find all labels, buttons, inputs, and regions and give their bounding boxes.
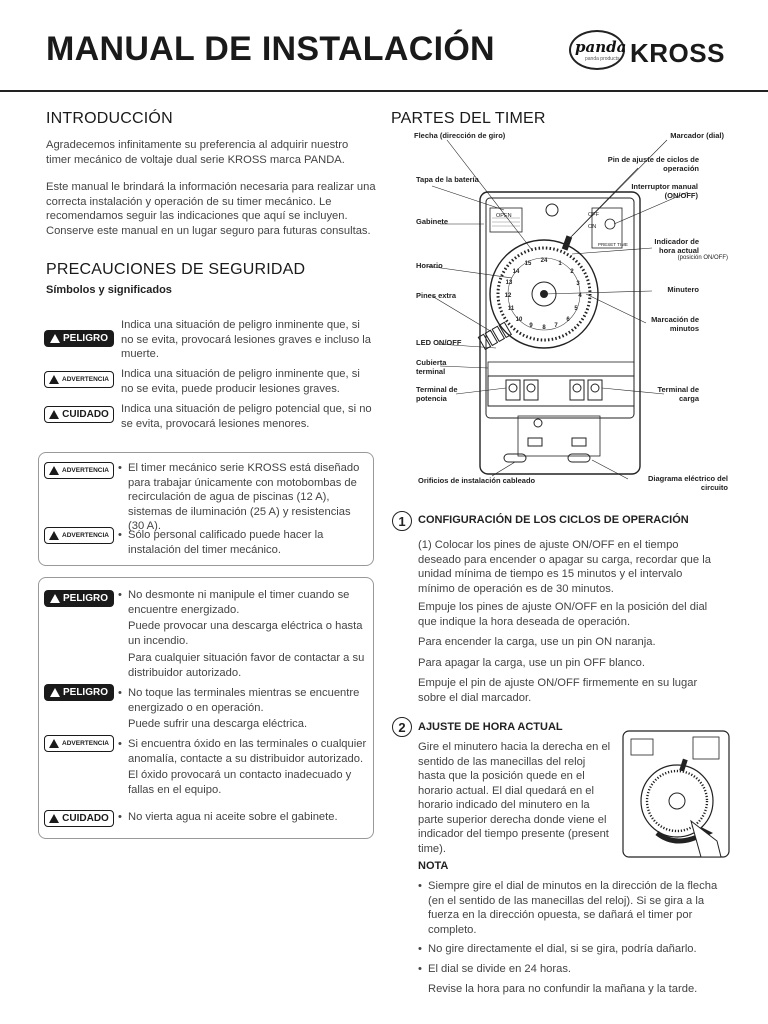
cuidado-badge: CUIDADO bbox=[44, 810, 114, 827]
svg-text:6: 6 bbox=[566, 317, 570, 323]
peligro-description: Indica una situación de peligro inminente que, si no se evita, provocará lesiones graves e incluso la muerte. bbox=[121, 319, 371, 360]
label-pines-extra: Pines extra bbox=[416, 291, 457, 300]
label-gabinete: Gabinete bbox=[416, 217, 449, 226]
label-tapa-bateria: Tapa de la batería bbox=[416, 175, 479, 184]
warning-triangle-icon bbox=[50, 594, 60, 603]
off-label: OFF bbox=[588, 212, 599, 218]
warning-item: • No desmonte ni manipule el timer cuando se encuentre energizado. bbox=[118, 589, 350, 616]
svg-text:11: 11 bbox=[507, 306, 515, 312]
advertencia-badge: ADVERTENCIA bbox=[44, 527, 114, 544]
label-led: LED ON/OFF bbox=[416, 338, 462, 347]
preset-label: PRESET TIME bbox=[598, 242, 628, 247]
parts-heading: PARTES DEL TIMER bbox=[391, 110, 546, 127]
kross-logo: KROSS bbox=[630, 38, 725, 68]
warning-triangle-icon bbox=[49, 375, 59, 384]
warning-triangle-icon bbox=[49, 410, 59, 419]
advertencia-badge: ADVERTENCIA bbox=[44, 735, 114, 752]
page-header bbox=[0, 0, 768, 92]
label-orificios: Orificios de instalación cableado bbox=[418, 476, 536, 485]
warning-item-detail: Puede provocar una descarga eléctrica o hasta un incendio. bbox=[128, 620, 363, 647]
intro-heading: INTRODUCCIÓN bbox=[46, 110, 173, 127]
warning-triangle-icon bbox=[49, 466, 59, 475]
timer-diagram bbox=[392, 126, 732, 498]
cuidado-description: Indica una situación de peligro potencial que, si no se evita, provocará lesiones menores. bbox=[121, 403, 372, 430]
svg-text:15: 15 bbox=[524, 261, 532, 267]
note-item: • No gire directamente el dial, si se gira, podría dañarlo. bbox=[418, 943, 697, 955]
svg-text:12: 12 bbox=[504, 293, 512, 299]
step-1-number: 1 bbox=[392, 511, 412, 531]
label-indicador: Indicador de hora actual bbox=[654, 237, 699, 255]
cuidado-badge: CUIDADO bbox=[44, 406, 114, 423]
advertencia-badge: ADVERTENCIA bbox=[44, 371, 114, 388]
warning-triangle-icon bbox=[49, 814, 59, 823]
label-cubierta: Cubierta terminal bbox=[416, 358, 447, 376]
step-1-paragraph-5: Empuje el pin de ajuste ON/OFF firmemente en su lugar sobre el dial marcador. bbox=[418, 677, 698, 704]
label-interruptor: Interruptor manual (ON/OFF) bbox=[631, 182, 698, 200]
advertencia-description: Indica una situación de peligro inminente que, si no se evita, puede producir lesiones graves. bbox=[121, 368, 360, 395]
label-terminal-potencia: Terminal de potencia bbox=[416, 385, 458, 403]
svg-text:5: 5 bbox=[574, 306, 578, 312]
panda-logo-subtext: panda products bbox=[585, 56, 620, 62]
step-1-paragraph-4: Para apagar la carga, use un pin OFF blanco. bbox=[418, 657, 645, 669]
svg-text:24: 24 bbox=[540, 258, 548, 264]
svg-text:7: 7 bbox=[554, 323, 558, 329]
label-marcacion: Marcación de minutos bbox=[651, 315, 699, 333]
label-indicador-sub: (posición ON/OFF) bbox=[677, 255, 728, 261]
step-1-paragraph-2: Empuje los pines de ajuste ON/OFF en la posición del dial que indique la hora deseada de operación. bbox=[418, 601, 708, 628]
warning-triangle-icon bbox=[49, 531, 59, 540]
svg-text:4: 4 bbox=[578, 293, 582, 299]
warning-item: • El timer mecánico serie KROSS está diseñado para trabajar únicamente con motobombas de recirculación de agua de piscinas (12 A), sistemas de iluminación (25 A) y resistencias (30 A). bbox=[118, 462, 360, 532]
note-item-detail: Revise la hora para no confundir la mañana y la tarde. bbox=[428, 983, 698, 995]
note-item: • Siempre gire el dial de minutos en la dirección de la flecha (en el sentido de las manecillas del reloj). Si se gira a la fuerza en la dirección opuesta, se dañará el timer por completo. bbox=[418, 880, 718, 936]
peligro-badge: PELIGRO bbox=[44, 330, 114, 347]
warning-item-detail: Para cualquier situación favor de contactar a su distribuidor autorizado. bbox=[128, 652, 365, 679]
peligro-badge: PELIGRO bbox=[44, 684, 114, 701]
step-1-paragraph-1: (1) Colocar los pines de ajuste ON/OFF en el tiempo deseado para encender o apagar su carga, recordar que la unidad mínima de tiempo es 15 minutos y el intervalo mínimo de operación es de 30 minutos. bbox=[418, 539, 711, 595]
step-1-heading: CONFIGURACIÓN DE LOS CICLOS DE OPERACIÓN bbox=[418, 514, 689, 526]
warning-item: • Sólo personal calificado puede hacer la instalación del timer mecánico. bbox=[118, 529, 324, 556]
dial-adjust-illustration bbox=[621, 729, 731, 859]
svg-text:13: 13 bbox=[505, 280, 513, 286]
svg-text:2: 2 bbox=[570, 269, 574, 275]
open-label: OPEN bbox=[496, 213, 512, 219]
label-marcador: Marcador (dial) bbox=[670, 131, 724, 140]
svg-text:10: 10 bbox=[515, 317, 523, 323]
note-heading: NOTA bbox=[418, 860, 449, 872]
warning-triangle-icon bbox=[49, 739, 59, 748]
safety-subheading: Símbolos y significados bbox=[46, 284, 172, 296]
step-2-paragraph: Gire el minutero hacia la derecha en el sentido de las manecillas del reloj hasta que la posición quede en el horario actual. El dial quedará en el horario indicado del minutero en la parte superior derecha donde viene el indicador del tiempo presente (present time). bbox=[418, 741, 611, 855]
svg-text:1: 1 bbox=[558, 261, 562, 267]
label-terminal-carga: Terminal de carga bbox=[657, 385, 699, 403]
label-pin-ajuste: Pin de ajuste de ciclos de operación bbox=[607, 155, 699, 173]
svg-text:9: 9 bbox=[529, 323, 533, 329]
label-horario: Horario bbox=[416, 261, 443, 270]
step-2-heading: AJUSTE DE HORA ACTUAL bbox=[418, 721, 563, 733]
intro-paragraph-1: Agradecemos infinitamente su preferencia al adquirir nuestro timer mecánico de voltaje dual serie KROSS marca PANDA. bbox=[46, 139, 349, 166]
advertencia-badge: ADVERTENCIA bbox=[44, 462, 114, 479]
peligro-badge: PELIGRO bbox=[44, 590, 114, 607]
label-flecha: Flecha (dirección de giro) bbox=[414, 131, 506, 140]
step-1-paragraph-3: Para encender la carga, use un pin ON naranja. bbox=[418, 636, 656, 648]
page-title: MANUAL DE INSTALACIÓN bbox=[46, 30, 495, 68]
warning-item: • No toque las terminales mientras se encuentre energizado o en operación. bbox=[118, 687, 360, 714]
svg-text:3: 3 bbox=[576, 281, 580, 287]
intro-paragraph-2: Este manual le brindará la información necesaria para realizar una correcta instalación y operación de su timer mecánico. Le recomendamos seguir las indicaciones que aquí se incluyen. Conserve este manual en un lugar seguro para futuras consultas. bbox=[46, 181, 376, 237]
warning-triangle-icon bbox=[50, 334, 60, 343]
on-label: ON bbox=[588, 224, 597, 230]
safety-heading: PRECAUCIONES DE SEGURIDAD bbox=[46, 261, 306, 278]
warning-item: • No vierta agua ni aceite sobre el gabinete. bbox=[118, 811, 338, 823]
label-diagrama: Diagrama eléctrico del circuito bbox=[647, 474, 728, 492]
label-minutero: Minutero bbox=[667, 285, 699, 294]
svg-text:14: 14 bbox=[512, 269, 520, 275]
note-item: • El dial se divide en 24 horas. bbox=[418, 963, 572, 975]
step-2-number: 2 bbox=[392, 717, 412, 737]
warning-item-detail: El óxido provocará un contacto inadecuado y fallas en el equipo. bbox=[128, 769, 352, 796]
warning-item: • Si encuentra óxido en las terminales o cualquier anomalía, contacte a su distribuidor autorizado. bbox=[118, 738, 367, 765]
warning-item-detail: Puede sufrir una descarga eléctrica. bbox=[128, 718, 308, 730]
warning-triangle-icon bbox=[50, 688, 60, 697]
panda-logo-text: panda bbox=[575, 38, 627, 56]
panda-logo bbox=[569, 30, 625, 70]
svg-text:8: 8 bbox=[542, 325, 546, 331]
